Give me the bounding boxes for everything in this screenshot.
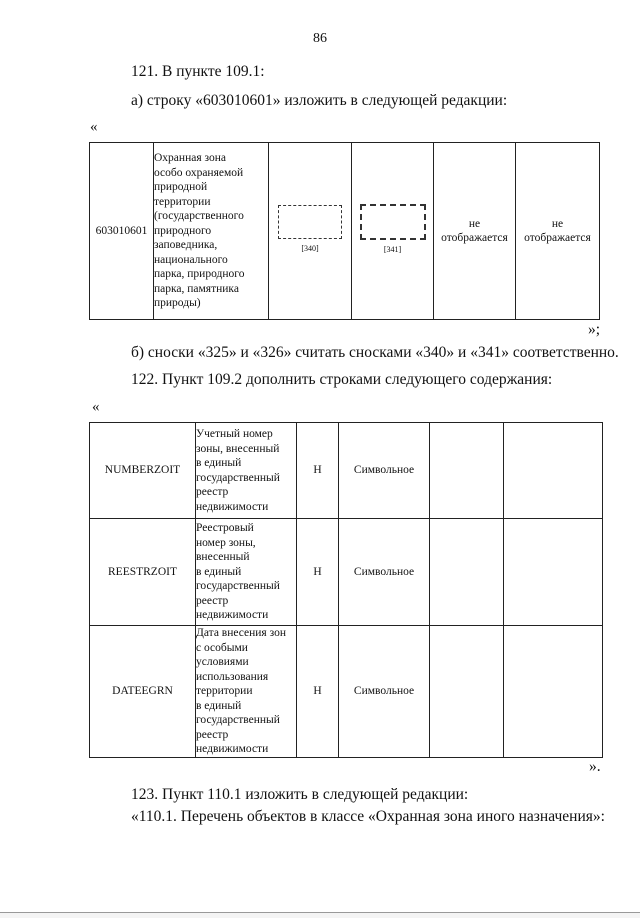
row-type: Символьное bbox=[339, 626, 430, 758]
table-row bbox=[90, 143, 600, 320]
row-description-text: Реестровый номер зоны, внесенный в единый государственный реестр недвижимости bbox=[196, 522, 280, 622]
row-required: Н bbox=[297, 519, 339, 626]
item-121-sub-a: а) строку «603010601» изложить в следующей редакции: bbox=[131, 92, 508, 109]
row-description bbox=[154, 143, 269, 320]
row-code: 603010601 bbox=[90, 143, 154, 320]
row-col5 bbox=[430, 423, 504, 519]
table-row bbox=[90, 423, 603, 519]
dashed-outline-symbol bbox=[278, 205, 342, 239]
footnote-ref: [341] bbox=[383, 245, 402, 255]
row-description-text: Дата внесения зон с особыми условиями использования территории в единый государственный реестр недвижимости bbox=[196, 627, 286, 756]
row-description-text: Охранная зона особо охраняемой природной территории (государственного природного заповедника, национального парка, природного парка, памятника природы) bbox=[154, 152, 245, 310]
page-bottom-edge bbox=[0, 912, 640, 918]
open-quote: « bbox=[90, 119, 98, 135]
table-row bbox=[90, 519, 603, 626]
row-col5 bbox=[430, 519, 504, 626]
row-col5 bbox=[430, 626, 504, 758]
row-col5 bbox=[434, 143, 516, 320]
row-description bbox=[196, 519, 297, 626]
item-121-heading: 121. В пункте 109.1: bbox=[131, 63, 265, 80]
row-col6 bbox=[504, 626, 603, 758]
item-123-text: «110.1. Перечень объектов в классе «Охранная зона иного назначения»: bbox=[131, 808, 605, 825]
row-code: DATEEGRN bbox=[90, 626, 196, 758]
dashed-outline-symbol bbox=[360, 204, 426, 240]
close-quote: ». bbox=[589, 758, 601, 775]
item-122-heading: 122. Пункт 109.2 дополнить строками следующего содержания: bbox=[131, 371, 553, 388]
row-required: Н bbox=[297, 626, 339, 758]
row-description bbox=[196, 626, 297, 758]
row-col6 bbox=[504, 423, 603, 519]
row-code: REESTRZOIT bbox=[90, 519, 196, 626]
table-603010601 bbox=[89, 142, 600, 320]
item-121-sub-b: б) сноски «325» и «326» считать сносками «340» и «341» соответственно. bbox=[131, 344, 619, 361]
table-new-rows bbox=[89, 422, 603, 758]
row-type: Символьное bbox=[339, 519, 430, 626]
table-row bbox=[90, 626, 603, 758]
symbol-cell-1 bbox=[269, 143, 352, 320]
row-col6 bbox=[516, 143, 600, 320]
symbol-cell-2 bbox=[352, 143, 434, 320]
not-displayed-text: не отображается bbox=[441, 217, 508, 244]
open-quote: « bbox=[92, 399, 100, 415]
not-displayed-text: не отображается bbox=[524, 217, 591, 244]
row-code: NUMBERZOIT bbox=[90, 423, 196, 519]
row-type: Символьное bbox=[339, 423, 430, 519]
row-description-text: Учетный номер зоны, внесенный в единый государственный реестр недвижимости bbox=[196, 428, 280, 513]
item-123-heading: 123. Пункт 110.1 изложить в следующей редакции: bbox=[131, 786, 469, 803]
row-col6 bbox=[504, 519, 603, 626]
row-description bbox=[196, 423, 297, 519]
footnote-ref: [340] bbox=[301, 244, 319, 254]
close-quote: »; bbox=[588, 321, 601, 338]
row-required: Н bbox=[297, 423, 339, 519]
page-number: 86 bbox=[313, 31, 327, 46]
